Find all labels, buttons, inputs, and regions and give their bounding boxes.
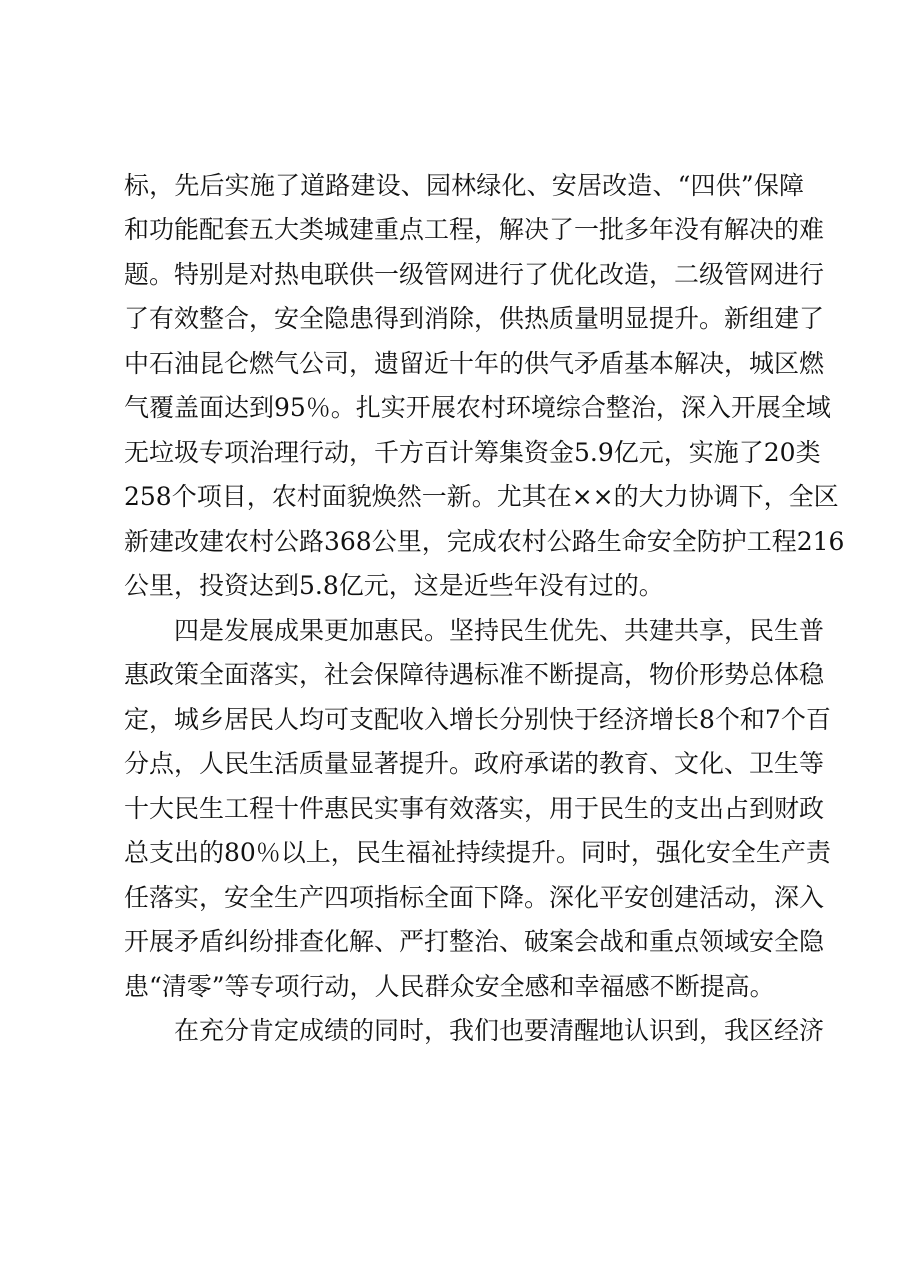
text-line: 题。特别是对热电联供一级管网进行了优化改造，二级管网进行 xyxy=(124,260,825,289)
text-line: 总支出的80％以上，民生福祉持续提升。同时，强化安全生产责 xyxy=(124,838,831,867)
text-line: 中石油昆仑燃气公司，遗留近十年的供气矛盾基本解决，城区燃 xyxy=(124,349,825,378)
paragraph-start-line: 在充分肯定成绩的同时，我们也要清醒地认识到，我区经济 xyxy=(174,1016,825,1045)
text-line: 新建改建农村公路368公里，完成农村公路生命安全防护工程216 xyxy=(124,527,845,556)
text-line: 开展矛盾纠纷排查化解、严打整治、破案会战和重点领域安全隐 xyxy=(124,927,825,956)
text-line: 和功能配套五大类城建重点工程，解决了一批多年没有解决的难 xyxy=(124,215,825,244)
text-line: 258个项目，农村面貌焕然一新。尤其在××的大力协调下，全区 xyxy=(124,482,839,511)
text-line: 惠政策全面落实，社会保障待遇标准不断提高，物价形势总体稳 xyxy=(124,660,825,689)
text-line: 了有效整合，安全隐患得到消除，供热质量明显提升。新组建了 xyxy=(124,304,825,333)
text-line: 气覆盖面达到95％。扎实开展农村环境综合整治，深入开展全域 xyxy=(124,393,831,422)
text-line: 十大民生工程十件惠民实事有效落实，用于民生的支出占到财政 xyxy=(124,794,825,823)
text-line: 定，城乡居民人均可支配收入增长分别快于经济增长8个和7个百 xyxy=(124,705,831,734)
text-line: 任落实，安全生产四项指标全面下降。深化平安创建活动，深入 xyxy=(124,883,825,912)
text-line: 公里，投资达到5.8亿元，这是近些年没有过的。 xyxy=(124,571,664,600)
text-line: 分点，人民生活质量显著提升。政府承诺的教育、文化、卫生等 xyxy=(124,749,825,778)
paragraph-start-line: 四是发展成果更加惠民。坚持民生优先、共建共享，民生普 xyxy=(174,616,825,645)
text-line: 标，先后实施了道路建设、园林绿化、安居改造、“四供”保障 xyxy=(124,171,804,200)
text-line: 患“清零”等专项行动，人民群众安全感和幸福感不断提高。 xyxy=(124,972,775,1001)
text-line: 无垃圾专项治理行动，千方百计筹集资金5.9亿元，实施了20类 xyxy=(124,438,821,467)
